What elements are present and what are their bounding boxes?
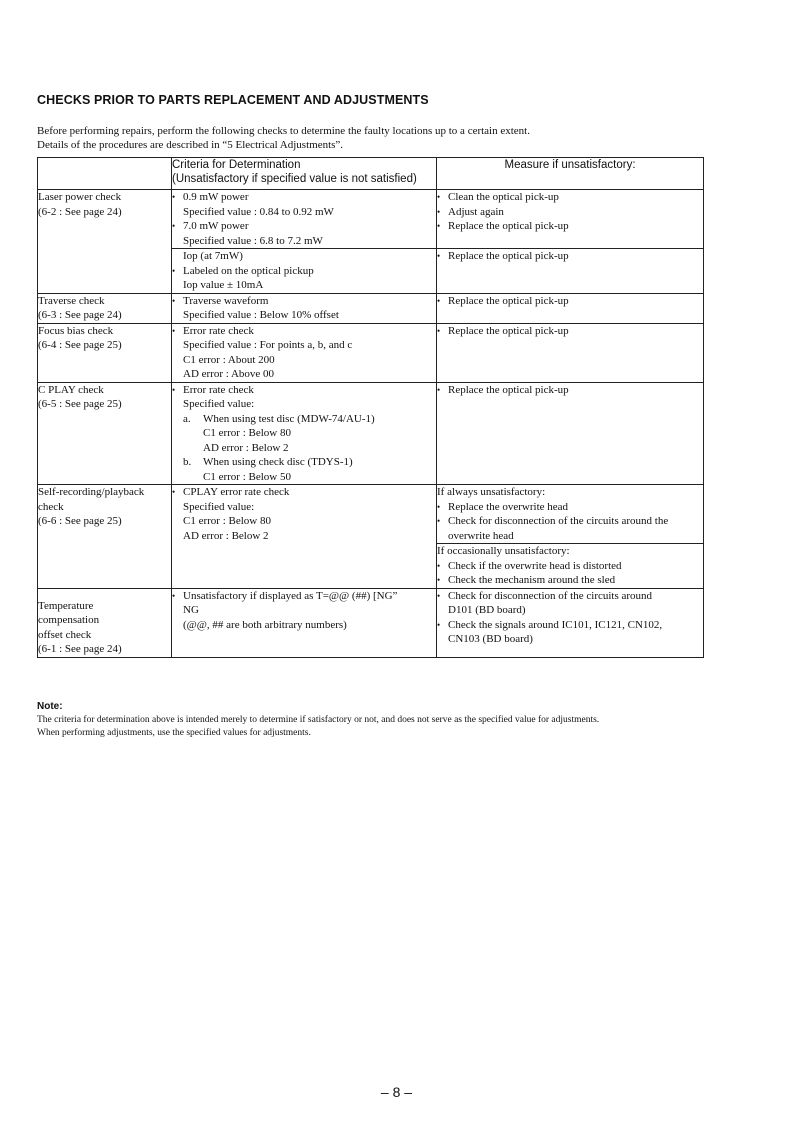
bullet-item: • 0.9 mW power xyxy=(172,190,436,205)
bullet-item: • 7.0 mW power xyxy=(172,219,436,234)
item-ref: (6-1 : See page 24) xyxy=(38,643,122,655)
table-row-traverse xyxy=(38,293,704,323)
focus-item xyxy=(38,323,172,382)
condition-heading: If occasionally unsatisfactory: xyxy=(437,545,570,557)
spec-line: C1 error : Below 80 xyxy=(203,427,291,439)
self-measure-always xyxy=(437,485,704,544)
temp-item xyxy=(38,588,172,657)
bullet-item: • Traverse waveform xyxy=(172,294,436,309)
traverse-measure xyxy=(437,293,704,323)
list-letter: b. xyxy=(183,456,192,468)
self-item xyxy=(38,485,172,589)
item-name: Focus bias check xyxy=(38,324,114,337)
condition-heading: If always unsatisfactory: xyxy=(437,486,546,498)
bullet-line: • Check for disconnection of the circuits around xyxy=(448,589,653,602)
laser-item xyxy=(38,190,172,294)
bullet-line: NG xyxy=(183,604,199,616)
item-name-cont: offset check xyxy=(38,628,92,641)
self-measure-occasional xyxy=(437,544,704,589)
laser-criteria-iop xyxy=(172,249,437,294)
spec-line: Specified value : 6.8 to 7.2 mW xyxy=(183,234,323,247)
focus-measure xyxy=(437,323,704,382)
self-criteria xyxy=(172,485,437,589)
bullet-item xyxy=(437,514,703,543)
spec-line: AD error : Below 2 xyxy=(203,441,289,454)
bullet-item: • Replace the optical pick-up xyxy=(437,294,703,309)
bullet-line: (@@, ## are both arbitrary numbers) xyxy=(183,618,347,631)
item-name-cont: check xyxy=(38,500,64,513)
bullet-item: • Check if the overwrite head is distorted xyxy=(437,559,703,574)
intro-paragraph xyxy=(37,124,737,152)
spec-line: C1 error : Below 80 xyxy=(183,515,271,527)
table-row-cplay xyxy=(38,382,704,485)
note-line: The criteria for determination above is intended merely to determine if satisfactory or not, and does not serve as the specified value for adjustments. xyxy=(37,715,600,725)
item-name: Traverse check xyxy=(38,294,105,307)
bullet-item: • Replace the overwrite head xyxy=(437,500,703,515)
spec-line: Specified value : For points a, b, and c xyxy=(183,339,353,351)
spec-line: Specified value: xyxy=(183,398,255,410)
intro-line: Details of the procedures are described in “5 Electrical Adjustments”. xyxy=(37,139,344,151)
list-text: When using test disc (MDW-74/AU-1) xyxy=(203,412,375,425)
bullet-item: • CPLAY error rate check xyxy=(172,485,436,500)
bullet-item: • Check the mechanism around the sled xyxy=(437,573,703,588)
item-ref: (6-3 : See page 24) xyxy=(38,309,122,321)
checks-table xyxy=(37,157,704,658)
spec-line: C1 error : About 200 xyxy=(183,353,275,366)
intro-line: Before performing repairs, perform the following checks to determine the faulty locations up to a certain extent. xyxy=(37,125,530,137)
table-row-self-recording-always xyxy=(38,485,704,544)
header-measure: Measure if unsatisfactory: xyxy=(437,158,704,190)
item-name: Temperature xyxy=(38,599,94,612)
laser-measure-power xyxy=(437,190,704,249)
lettered-item xyxy=(172,455,436,470)
page-number: – 8 – xyxy=(380,1084,413,1100)
bullet-item: • Replace the optical pick-up xyxy=(437,324,703,339)
bullet-item: • Replace the optical pick-up xyxy=(437,219,703,234)
bullet-item xyxy=(437,618,703,647)
spec-line: Iop (at 7mW) xyxy=(183,250,243,262)
table-row-laser-power xyxy=(38,190,704,249)
lettered-item xyxy=(172,412,436,427)
bullet-item: • Replace the optical pick-up xyxy=(437,249,703,264)
temp-criteria xyxy=(172,588,437,657)
item-name: C PLAY check xyxy=(38,383,104,396)
item-ref: (6-5 : See page 25) xyxy=(38,398,122,410)
item-ref: (6-4 : See page 25) xyxy=(38,339,122,351)
cplay-item xyxy=(38,382,172,485)
list-text: When using check disc (TDYS-1) xyxy=(203,456,353,468)
bullet-line: D101 (BD board) xyxy=(448,604,526,616)
spec-line: AD error : Above 00 xyxy=(183,368,275,380)
spec-line: AD error : Below 2 xyxy=(183,529,269,542)
bullet-line: • Unsatisfactory if displayed as T=@@ (##) [NG” xyxy=(183,589,398,602)
page-title: CHECKS PRIOR TO PARTS REPLACEMENT AND ADJUSTMENTS xyxy=(37,93,429,107)
spec-line: Iop value ± 10mA xyxy=(183,279,264,291)
focus-criteria xyxy=(172,323,437,382)
item-name-cont: compensation xyxy=(38,614,100,626)
bullet-line: • Check for disconnection of the circuits around the xyxy=(448,515,669,527)
table-row-focus-bias xyxy=(38,323,704,382)
spec-line: Specified value : Below 10% offset xyxy=(183,309,339,321)
cplay-criteria xyxy=(172,382,437,485)
bullet-item xyxy=(437,589,703,618)
cplay-measure xyxy=(437,382,704,485)
laser-criteria-power xyxy=(172,190,437,249)
bullet-item: • Error rate check xyxy=(172,324,436,339)
note-label: Note: xyxy=(37,701,63,712)
list-letter: a. xyxy=(183,412,191,425)
bullet-item: • Labeled on the optical pickup xyxy=(172,264,436,279)
header-criteria xyxy=(172,158,437,190)
note-line: When performing adjustments, use the specified values for adjustments. xyxy=(37,728,311,738)
bullet-line: • Check the signals around IC101, IC121, CN102, xyxy=(448,618,663,631)
traverse-item xyxy=(38,293,172,323)
item-ref: (6-6 : See page 25) xyxy=(38,515,122,527)
bullet-item: • Adjust again xyxy=(437,205,703,220)
bullet-line: overwrite head xyxy=(448,529,514,542)
note-body xyxy=(37,714,737,740)
bullet-item: • Error rate check xyxy=(172,383,436,398)
laser-measure-iop xyxy=(437,249,704,294)
spec-line: C1 error : Below 50 xyxy=(203,470,291,483)
temp-measure xyxy=(437,588,704,657)
table-row-temperature xyxy=(38,588,704,657)
header-criteria-subtitle: (Unsatisfactory if specified value is not satisfied) xyxy=(172,173,417,185)
bullet-item xyxy=(172,589,436,633)
table-header-row xyxy=(38,158,704,190)
spec-line: Specified value: xyxy=(183,500,255,513)
item-ref: (6-2 : See page 24) xyxy=(38,205,122,218)
item-name: Laser power check xyxy=(38,191,122,203)
bullet-line: CN103 (BD board) xyxy=(448,633,533,645)
spec-line: Specified value : 0.84 to 0.92 mW xyxy=(183,205,334,218)
traverse-criteria xyxy=(172,293,437,323)
bullet-item: • Replace the optical pick-up xyxy=(437,383,703,398)
item-name: Self-recording/playback xyxy=(38,486,145,498)
header-item-cell xyxy=(38,158,172,190)
bullet-item: • Clean the optical pick-up xyxy=(437,190,703,205)
header-criteria-title: Criteria for Determination xyxy=(172,159,301,171)
